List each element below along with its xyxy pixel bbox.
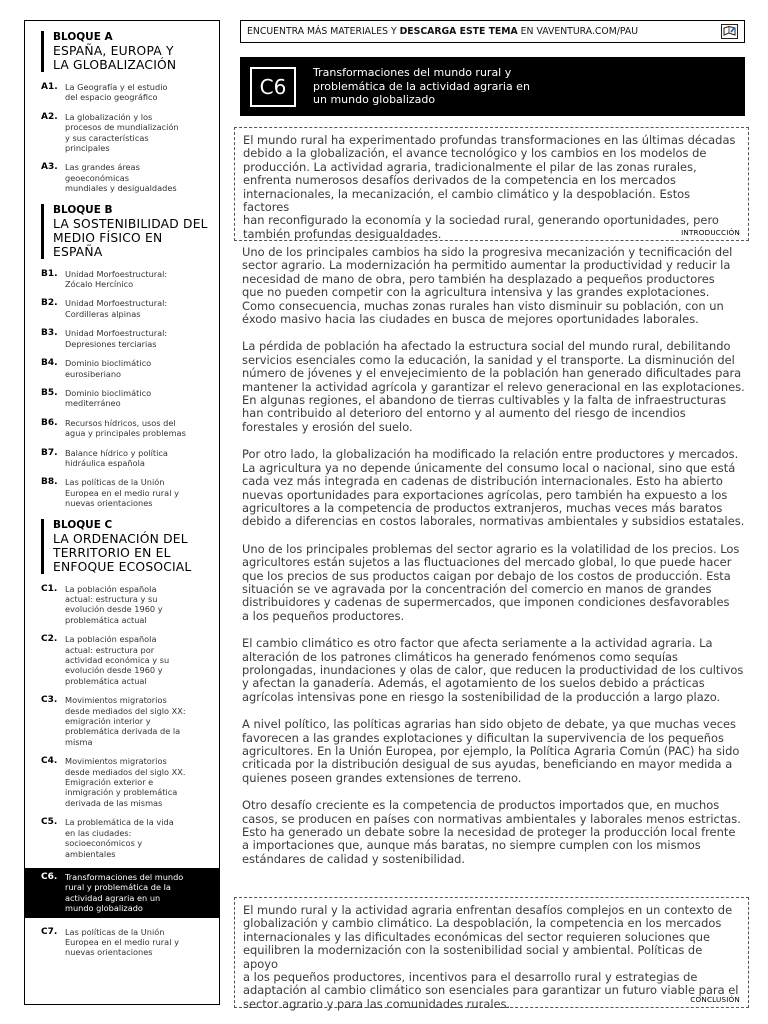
text-line: criticada por la distribución desigual de sus ayudas, beneficiando en mayor medida a <box>242 757 733 772</box>
conclusion-tag: CONCLUSIÓN <box>690 995 740 1004</box>
bloque-header <box>41 31 213 72</box>
topic-item-label <box>65 162 177 193</box>
bloque-header <box>41 204 213 259</box>
topic-item-label <box>65 634 169 686</box>
text-line: problemática actual <box>65 614 147 625</box>
text-line: Movimientos migratorios <box>65 756 167 767</box>
text-line: problemática derivada de la <box>65 726 181 737</box>
text-line: actividad económica y su <box>65 655 170 665</box>
text-line: La problemática de la vida <box>65 817 174 828</box>
text-line: un mundo globalizado <box>313 93 436 107</box>
text-line: MEDIO FÍSICO EN ESPAÑA <box>53 230 163 259</box>
text-line: agricultores a la competencia de productos extranjeros, muchas veces más baratos <box>242 500 723 515</box>
text-line: y sus características <box>65 132 149 143</box>
topic-list <box>25 269 219 509</box>
text-line: Las políticas de la Unión <box>65 477 165 488</box>
topic-item-active[interactable] <box>25 868 219 918</box>
text-line: hidráulica española <box>65 457 145 468</box>
text-line: actual: estructura por <box>65 644 155 655</box>
text-line: actual: estructura y su <box>65 593 158 604</box>
topic-item-label <box>65 756 185 808</box>
text-line: LA ORDENACIÓN DEL <box>53 531 188 546</box>
text-line: también profundas desigualdades. <box>243 226 442 241</box>
bloque-header <box>41 519 213 574</box>
text-line: TERRITORIO EN EL <box>53 545 171 560</box>
text-line: distribuidores y cadenas de supermercados, que imponen condiciones desfavorables <box>242 595 730 610</box>
text-line: derivada de las mismas <box>65 797 163 808</box>
text-line: agrícolas intensivas pone en riesgo la sostenibilidad de la producción a largo plazo. <box>242 689 721 704</box>
topic-list <box>25 82 219 194</box>
text-line: Por otro lado, la globalización ha modificado la relación entre productores y mercados. <box>242 447 739 462</box>
bloque-title <box>53 44 213 72</box>
topic-item[interactable] <box>25 388 219 409</box>
text-line: número de jóvenes y el envejecimiento de la población han generado dificultades para <box>242 366 742 381</box>
text-line: Las grandes áreas <box>65 162 140 173</box>
body-paragraph <box>242 637 747 704</box>
introduction-tag: INTRODUCCIÓN <box>681 228 740 237</box>
text-line: a los pequeños productores. <box>242 608 405 623</box>
topic-item[interactable] <box>25 634 219 686</box>
text-line: agricultores están sujetos a las fluctuaciones del mercado global, lo que puede hacer <box>242 555 732 570</box>
text-line: Dominio bioclimático <box>65 358 152 369</box>
text-line: Las políticas de la Unión <box>65 926 165 937</box>
topic-item-label <box>65 418 186 439</box>
text-line: internacionales, la mecanización, el cambio climático y la despoblación. Estos factores <box>243 186 691 215</box>
topic-item-code: C3. <box>41 695 58 706</box>
body-paragraph <box>242 543 747 623</box>
text-line: inmigración y problemática <box>65 787 178 798</box>
topic-list <box>25 584 219 958</box>
topic-item-code: B4. <box>41 358 58 369</box>
topic-item-code: C4. <box>41 756 58 767</box>
text-line: nuevas oportunidades para exportaciones agrícolas, pero también ha expuesto a los <box>242 487 728 502</box>
text-line: y afectan la ganadería. Además, el agotamiento de los suelos debido a prácticas <box>242 676 705 691</box>
text-line: geoeconómicas <box>65 172 130 183</box>
text-line: debido a la globalización, el avance tecnológico y los cambios en los modelos de <box>243 146 707 161</box>
text-line: La población española <box>65 634 157 645</box>
text-line: mundo globalizado <box>65 903 143 914</box>
introduction-text <box>243 134 740 241</box>
text-line: mundiales y desigualdades <box>65 183 177 194</box>
text-line: Recursos hídricos, usos del <box>65 417 176 428</box>
bloque-title <box>53 217 213 259</box>
topic-item-label <box>65 695 186 747</box>
topic-title <box>313 66 563 107</box>
download-banner[interactable] <box>240 20 745 43</box>
topic-item-label <box>65 448 168 469</box>
text-line: actividad agraria en un <box>65 892 161 903</box>
text-line: nuevas orientaciones <box>65 498 153 509</box>
text-line: La población española <box>65 583 157 594</box>
topic-item[interactable] <box>25 269 219 290</box>
text-line: Depresiones terciarias <box>65 338 157 349</box>
topic-item-code: B2. <box>41 298 58 309</box>
topic-item[interactable] <box>25 298 219 319</box>
text-line: prolongadas, inundaciones y olas de calor, que reducen la productividad de los cultivos <box>242 662 744 677</box>
text-line: adaptación al cambio climático son esenciales para garantizar un futuro viable para el <box>243 983 739 998</box>
topic-item[interactable] <box>25 112 219 154</box>
topic-item[interactable] <box>25 927 219 958</box>
text-line: A nivel político, las políticas agrarias han sido objeto de debate, ya que muchas veces <box>242 717 737 732</box>
topic-header <box>240 57 745 116</box>
text-line: que los precios de sus productos caigan por debajo de los costos de producción. Esta <box>242 568 731 583</box>
topic-item-code: B8. <box>41 477 58 488</box>
book-pen-icon <box>721 24 738 39</box>
text-line: problemática actual <box>65 675 147 686</box>
text-line: Transformaciones del mundo rural y <box>313 66 512 80</box>
topic-item-label <box>65 112 179 154</box>
text-line: que no pueden competir con la agricultura intensiva y las grandes explotaciones. <box>242 285 710 300</box>
topic-item-label <box>65 388 151 409</box>
topic-item-label <box>65 584 163 626</box>
text-line: LA GLOBALIZACIÓN <box>53 58 177 72</box>
topic-item[interactable] <box>25 584 219 626</box>
topic-item-label <box>65 927 179 958</box>
text-line: problemática de la actividad agraria en <box>313 79 530 93</box>
text-line: a los pequeños productores, incentivos para el desarrollo rural y estrategias de <box>243 970 698 985</box>
text-line: principales <box>65 143 110 154</box>
body-paragraph <box>242 246 747 326</box>
topic-item-code: B1. <box>41 268 58 279</box>
text-line: necesidad de mano de obra, pero también ha desplazado a pequeños productores <box>242 271 715 286</box>
topic-item-label <box>65 328 167 349</box>
text-line: Emigración exterior e <box>65 777 154 788</box>
text-line: ENFOQUE ECOSOCIAL <box>53 559 192 574</box>
topic-item-code: C5. <box>41 817 58 828</box>
text-line: El cambio climático es otro factor que afecta seriamente a la actividad agraria. La <box>242 636 713 651</box>
text-line: evolución desde 1960 y <box>65 604 163 615</box>
topic-item-code: C2. <box>41 634 58 645</box>
text-line: éxodo masivo hacia las ciudades en busca de mejores oportunidades laborales. <box>242 312 699 327</box>
text-line: Movimientos migratorios <box>65 695 167 706</box>
text-line: La pérdida de población ha afectado la estructura social del mundo rural, debilitando <box>242 339 731 354</box>
text-line: La globalización y los <box>65 111 153 122</box>
topic-item-label <box>65 82 167 103</box>
sidebar-index <box>24 20 220 1005</box>
text-line: mediterráneo <box>65 398 121 409</box>
topic-item-code: A2. <box>41 111 58 122</box>
text-line: ambientales <box>65 848 116 859</box>
text-line: casos, se producen en países con normativas ambientales y laborales menos estrictas. <box>242 811 741 826</box>
text-line: equilibren la modernización con la sostenibilidad social y ambiental. Políticas de apoyo <box>243 943 703 971</box>
topic-item[interactable] <box>25 358 219 379</box>
text-line: a importaciones que, aunque más baratas, no siempre cumplen con los mismos <box>242 838 701 853</box>
topic-item[interactable] <box>25 418 219 439</box>
text-line: procesos de mundialización <box>65 122 179 133</box>
text-line: El mundo rural ha experimentado profundas transformaciones en las últimas décadas <box>243 133 736 147</box>
text-line: Unidad Morfoestructural: <box>65 268 168 279</box>
text-line: Esto ha generado un debate sobre la necesidad de proteger la producción local frente <box>242 825 736 840</box>
bloque-code: BLOQUE C <box>53 518 113 531</box>
topic-item-code: A1. <box>41 82 58 92</box>
text-line: Como consecuencia, muchas zonas rurales han visto disminuir su población, con un <box>242 298 724 313</box>
text-line: estándares de calidad y sostenibilidad. <box>242 851 466 866</box>
topic-item-label <box>65 358 151 379</box>
text-line: Dominio bioclimático <box>65 387 152 398</box>
text-line: Cordilleras alpinas <box>65 308 141 319</box>
text-line: Europea en el medio rural y <box>65 936 179 947</box>
text-line: Balance hídrico y política <box>65 447 168 458</box>
text-line: han contribuido al deterioro del entorno y al aumento del riesgo de incendios <box>242 406 686 421</box>
text-line: Transformaciones del mundo <box>65 871 184 882</box>
text-line: del espacio geográfico <box>65 92 158 103</box>
text-line: sector agrario. La modernización ha permitido aumentar la productividad y reducir la <box>242 258 731 273</box>
topic-item-code: C7. <box>41 926 58 937</box>
text-line: quienes poseen grandes extensiones de terreno. <box>242 770 522 785</box>
topic-item[interactable] <box>25 817 219 859</box>
text-line: debido a diferencias en costos laborales, normativas ambientales y subsidios estatales. <box>242 514 745 529</box>
text-line: nuevas orientaciones <box>65 947 153 958</box>
text-line: Europea en el medio rural y <box>65 487 179 498</box>
text-line: agua y principales problemas <box>65 428 186 439</box>
text-line: desde mediados del siglo XX: <box>65 705 186 716</box>
text-line: internacionales y las dificultades económicas del sector requieren soluciones que <box>243 929 711 944</box>
text-line: Otro desafío creciente es la competencia de productos importados que, en muchos <box>242 798 720 813</box>
text-line: Zócalo Hercínico <box>65 279 134 290</box>
topic-item[interactable] <box>25 695 219 747</box>
text-line: eurosiberiano <box>65 368 122 379</box>
topic-item-label <box>65 817 174 859</box>
bloque-code: BLOQUE A <box>53 31 113 43</box>
text-line: situación se ve agravada por la concentración del comercio en manos de grandes <box>242 581 712 596</box>
topic-item-code: C6. <box>41 871 58 882</box>
introduction-box <box>234 127 749 241</box>
text-line: ESPAÑA, EUROPA Y <box>53 44 174 58</box>
topic-item-code: B6. <box>41 417 58 428</box>
topic-item[interactable] <box>25 448 219 469</box>
topic-item[interactable] <box>25 82 219 103</box>
text-line: mantener la actividad agrícola y garantizar el relevo generacional en las explotaciones. <box>242 379 745 394</box>
text-line: La agricultura ya no depende únicamente del consumo local o nacional, sino que está <box>242 460 736 475</box>
text-line: enfrenta numerosos desafíos derivados de la competencia en los mercados <box>243 173 676 188</box>
text-line: cada vez más integrada en cadenas de distribución internacionales. Esto ha abierto <box>242 474 723 489</box>
conclusion-text <box>243 904 740 1011</box>
text-line: misma <box>65 736 93 747</box>
text-line: servicios esenciales como la educación, la sanidad y el transporte. La disminución del <box>242 352 735 367</box>
text-line: producción. La actividad agraria, tradicionalmente el pilar de las zonas rurales, <box>243 159 697 174</box>
bloque-title <box>53 532 213 574</box>
text-line: en las ciudades: <box>65 827 132 838</box>
topic-item[interactable] <box>25 328 219 349</box>
topic-item-label <box>65 872 183 914</box>
text-line: evolución desde 1960 y <box>65 665 163 676</box>
topic-item[interactable] <box>25 477 219 508</box>
text-line: han reconfigurado la economía y la sociedad rural, generando oportunidades, pero <box>243 213 719 228</box>
text-line: LA SOSTENIBILIDAD DEL <box>53 216 208 231</box>
text-line: sector agrario y para las comunidades rurales. <box>243 996 511 1011</box>
body-paragraph <box>242 718 747 785</box>
text-line: El mundo rural y la actividad agraria enfrentan desafíos complejos en un contexto de <box>243 903 733 917</box>
text-line: alteración de los patrones climáticos ha generado fenómenos como sequías <box>242 649 679 664</box>
text-line: rural y problemática de la <box>65 882 171 893</box>
text-line: Unidad Morfoestructural: <box>65 328 168 339</box>
topic-item-code: B7. <box>41 447 58 458</box>
text-line: forestales y erosión del suelo. <box>242 419 413 434</box>
text-line: En algunas regiones, el abandono de tierras cultivables y la falta de infraestructuras <box>242 393 727 408</box>
banner-text[interactable]: ENCUENTRA MÁS MATERIALES Y DESCARGA ESTE TEMA EN VAVENTURA.COM/PAU <box>247 26 639 37</box>
body-paragraph <box>242 448 747 528</box>
text-line: emigración interior y <box>65 716 151 727</box>
topic-item-label <box>65 269 167 290</box>
topic-item[interactable] <box>25 756 219 808</box>
body-paragraph <box>242 799 747 866</box>
bloque-code: BLOQUE B <box>53 203 113 216</box>
text-line: socioeconómicos y <box>65 838 143 849</box>
conclusion-box <box>234 897 749 1011</box>
topic-item-code: B3. <box>41 328 58 339</box>
topic-item-code: C1. <box>41 583 58 594</box>
topic-item-code: A3. <box>41 162 58 173</box>
topic-item-label <box>65 298 167 319</box>
topic-item-code: B5. <box>41 387 58 398</box>
text-line: La Geografía y el estudio <box>65 82 168 92</box>
text-line: desde mediados del siglo XX. <box>65 766 186 777</box>
text-line: Uno de los principales problemas del sector agrario es la volatilidad de los precios. Los <box>242 541 740 556</box>
topic-code: C6 <box>250 67 296 107</box>
text-line: Uno de los principales cambios ha sido la progresiva mecanización y tecnificación del <box>242 245 733 259</box>
text-line: agricultores. En la Unión Europea, por ejemplo, la Política Agraria Común (PAC) ha sido <box>242 744 740 758</box>
topic-item-label <box>65 477 179 508</box>
body-paragraph <box>242 340 747 434</box>
text-line: Unidad Morfoestructural: <box>65 298 168 309</box>
body-text <box>242 246 747 880</box>
text-line: favorecen a las grandes explotaciones y dificultan la supervivencia de los pequeños <box>242 730 724 745</box>
topic-item[interactable] <box>25 162 219 193</box>
text-line: globalización y cambio climático. La despoblación, la competencia en los mercados <box>243 916 722 931</box>
